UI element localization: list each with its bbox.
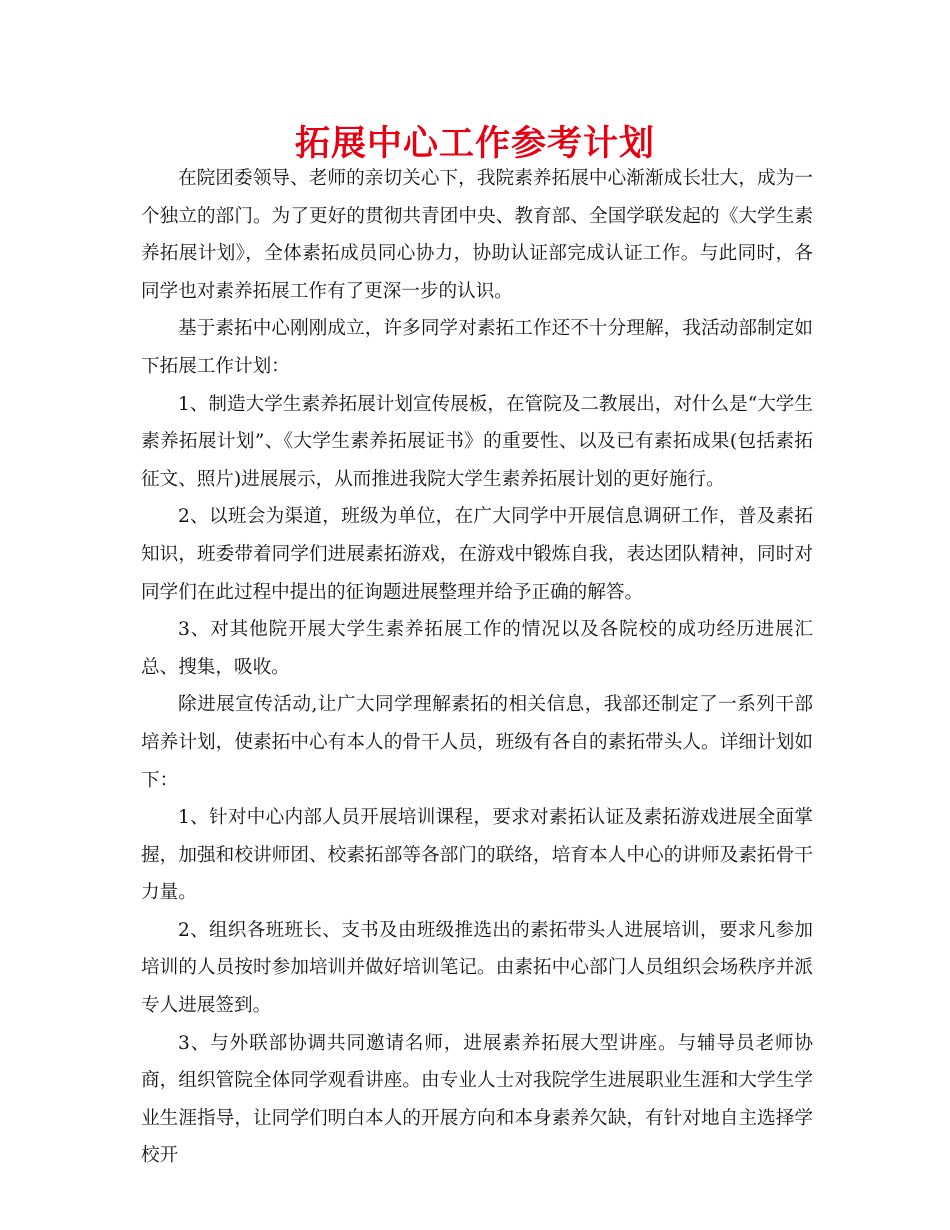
paragraph-training-intro: 除进展宣传活动,让广大同学理解素拓的相关信息，我部还制定了一系列干部培养计划，使素拓中心有本人的骨干人员，班级有各自的素拓带头人。详细计划如下： [141, 694, 813, 791]
paragraph-training-1: 1、针对中心内部人员开展培训课程，要求对素拓认证及素拓游戏进展全面掌握，加强和校讲师团、校素拓部等各部门的联络，培育本人中心的讲师及素拓骨干力量。 [141, 807, 813, 904]
document-body [141, 160, 813, 1175]
paragraph-training-2: 2、组织各班班长、支书及由班级推选出的素拓带头人进展培训，要求凡参加培训的人员按时参加培训并做好培训笔记。由素拓中心部门人员组织会场秩序并派专人进展签到。 [141, 919, 813, 1017]
paragraph-item-1: 1、制造大学生素养拓展计划宣传展板，在管院及二教展出，对什么是“大学生素养拓展计划”、《大学生素养拓展证书》的重要性、以及已有素拓成果(包括素拓征文、照片)进展展示，从而推进我院大学生素养拓展计划的更好施行。 [141, 393, 813, 490]
paragraph-plan-intro: 基于素拓中心刚刚成立，许多同学对素拓工作还不十分理解，我活动部制定如下拓展工作计划： [141, 318, 813, 377]
document-title: 拓展中心工作参考计划 [294, 124, 655, 164]
paragraph-intro: 在院团委领导、老师的亲切关心下，我院素养拓展中心渐渐成长壮大，成为一个独立的部门。为了更好的贯彻共青团中央、教育部、全国学联发起的《大学生素养拓展计划》，全体素拓成员同心协力，协助认证部完成认证工作。与此同时，各同学也对素养拓展工作有了更深一步的认识。 [141, 168, 813, 302]
paragraph-training-3: 3、与外联部协调共同邀请名师，进展素养拓展大型讲座。与辅导员老师协商，组织管院全体同学观看讲座。由专业人士对我院学生进展职业生涯和大学生学业生涯指导，让同学们明白本人的开展方向和本身素养欠缺，有针对地自主选择学校开 [141, 1032, 813, 1167]
paragraph-item-3: 3、对其他院开展大学生素养拓展工作的情况以及各院校的成功经历进展汇总、搜集，吸收。 [141, 619, 813, 678]
paragraph-item-2: 2、以班会为渠道，班级为单位，在广大同学中开展信息调研工作，普及素拓知识，班委带着同学们进展素拓游戏，在游戏中锻炼自我，表达团队精神，同时对同学们在此过程中提出的征询题进展整理并给予正确的解答。 [141, 506, 813, 603]
